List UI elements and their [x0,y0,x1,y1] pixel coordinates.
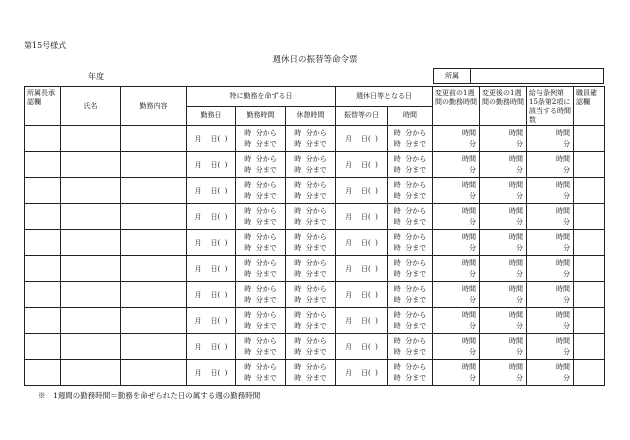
pay-hours-cell[interactable]: 時間 分 [527,334,574,360]
dept-head-approval-cell[interactable] [25,334,61,360]
table-row [25,334,605,360]
work-hours-cell[interactable]: 時 分から 時 分まで [236,204,286,230]
swap-time-cell[interactable]: 時 分から 時 分まで [388,152,433,178]
hours-before-cell[interactable]: 時間 分 [433,360,480,386]
hours-after-cell[interactable]: 時間 分 [480,178,527,204]
duty-cell[interactable] [121,204,187,230]
table-row [25,360,605,386]
duty-cell[interactable] [121,308,187,334]
header-staff-confirm: 職員確認欄 [574,87,605,126]
dept-head-approval-cell[interactable] [25,230,61,256]
hours-after-cell[interactable]: 時間 分 [480,308,527,334]
work-day-cell[interactable]: 月 日( ) [187,152,236,178]
header-row [24,68,604,85]
hours-before-cell[interactable]: 時間 分 [433,178,480,204]
duty-cell[interactable] [121,126,187,152]
swap-day-cell[interactable]: 月 日( ) [336,152,388,178]
work-day-cell[interactable]: 月 日( ) [187,282,236,308]
table-row [25,230,605,256]
break-time-cell[interactable]: 時 分から 時 分まで [286,178,336,204]
dept-head-approval-cell[interactable] [25,256,61,282]
table-row [25,152,605,178]
swap-day-cell[interactable]: 月 日( ) [336,178,388,204]
name-cell[interactable] [61,334,121,360]
hours-after-cell[interactable]: 時間 分 [480,360,527,386]
staff-confirm-cell[interactable] [574,204,605,230]
hours-after-cell[interactable]: 時間 分 [480,282,527,308]
staff-confirm-cell[interactable] [574,334,605,360]
name-cell[interactable] [61,230,121,256]
header-work-day: 勤務日 [187,106,236,126]
work-day-cell[interactable]: 月 日( ) [187,230,236,256]
header-work-hours: 勤務時間 [236,106,286,126]
table-row [25,308,605,334]
duty-cell[interactable] [121,360,187,386]
break-time-cell[interactable]: 時 分から 時 分まで [286,204,336,230]
swap-time-cell[interactable]: 時 分から 時 分まで [388,230,433,256]
dept-head-approval-cell[interactable] [25,178,61,204]
break-time-cell[interactable]: 時 分から 時 分まで [286,282,336,308]
document-title: 週休日の振替等命令票 [272,55,358,65]
department-label: 所属 [434,69,471,83]
duty-cell[interactable] [121,230,187,256]
staff-confirm-cell[interactable] [574,230,605,256]
table-row [25,204,605,230]
dept-head-approval-cell[interactable] [25,282,61,308]
work-hours-cell[interactable]: 時 分から 時 分まで [236,230,286,256]
swap-day-cell[interactable]: 月 日( ) [336,334,388,360]
swap-day-cell[interactable]: 月 日( ) [336,204,388,230]
pay-hours-cell[interactable]: 時間 分 [527,230,574,256]
break-time-cell[interactable]: 時 分から 時 分まで [286,256,336,282]
work-hours-cell[interactable]: 時 分から 時 分まで [236,308,286,334]
header-pay-hours: 給与条例第15条第2項に該当する時間数 [527,87,574,126]
swap-time-cell[interactable]: 時 分から 時 分まで [388,204,433,230]
pay-hours-cell[interactable]: 時間 分 [527,282,574,308]
hours-after-cell[interactable]: 時間 分 [480,204,527,230]
work-hours-cell[interactable]: 時 分から 時 分まで [236,282,286,308]
duty-cell[interactable] [121,152,187,178]
dept-head-approval-cell[interactable] [25,152,61,178]
work-hours-cell[interactable]: 時 分から 時 分まで [236,334,286,360]
table-row [25,282,605,308]
hours-before-cell[interactable]: 時間 分 [433,256,480,282]
work-hours-cell[interactable]: 時 分から 時 分まで [236,126,286,152]
header-hours-after: 変更後の1週間の勤務時間 [480,87,527,126]
hours-before-cell[interactable]: 時間 分 [433,126,480,152]
hours-before-cell[interactable]: 時間 分 [433,282,480,308]
work-hours-cell[interactable]: 時 分から 時 分まで [236,256,286,282]
break-time-cell[interactable]: 時 分から 時 分まで [286,152,336,178]
pay-hours-cell[interactable]: 時間 分 [527,152,574,178]
hours-after-cell[interactable]: 時間 分 [480,334,527,360]
duty-cell[interactable] [121,178,187,204]
footnote: ※ 1週間の勤務時間＝勤務を命ぜられた日の属する週の勤務時間 [38,391,261,400]
break-time-cell[interactable]: 時 分から 時 分まで [286,308,336,334]
table-body [25,126,605,386]
pay-hours-cell[interactable]: 時間 分 [527,308,574,334]
hours-before-cell[interactable]: 時間 分 [433,308,480,334]
staff-confirm-cell[interactable] [574,360,605,386]
swap-day-cell[interactable]: 月 日( ) [336,308,388,334]
work-day-cell[interactable]: 月 日( ) [187,256,236,282]
swap-time-cell[interactable]: 時 分から 時 分まで [388,360,433,386]
staff-confirm-cell[interactable] [574,178,605,204]
dept-head-approval-cell[interactable] [25,126,61,152]
swap-time-cell[interactable]: 時 分から 時 分まで [388,126,433,152]
name-cell[interactable] [61,282,121,308]
work-hours-cell[interactable]: 時 分から 時 分まで [236,178,286,204]
name-cell[interactable] [61,308,121,334]
year-label: 年度 [88,72,104,81]
staff-confirm-cell[interactable] [574,282,605,308]
break-time-cell[interactable]: 時 分から 時 分まで [286,334,336,360]
staff-confirm-cell[interactable] [574,126,605,152]
swap-day-cell[interactable]: 月 日( ) [336,230,388,256]
work-day-cell[interactable]: 月 日( ) [187,308,236,334]
hours-after-cell[interactable]: 時間 分 [480,126,527,152]
form-number: 第15号様式 [24,41,67,50]
break-time-cell[interactable]: 時 分から 時 分まで [286,126,336,152]
staff-confirm-cell[interactable] [574,256,605,282]
dept-head-approval-cell[interactable] [25,360,61,386]
pay-hours-cell[interactable]: 時間 分 [527,360,574,386]
swap-time-cell[interactable]: 時 分から 時 分まで [388,334,433,360]
header-duty: 勤務内容 [121,87,187,126]
header-hours-before: 変更前の1週間の勤務時間 [433,87,480,126]
staff-confirm-cell[interactable] [574,152,605,178]
header-dept-head-approval: 所属長承認欄 [25,87,61,126]
hours-before-cell[interactable]: 時間 分 [433,334,480,360]
pay-hours-cell[interactable]: 時間 分 [527,204,574,230]
header-ordered-day: 特に勤務を命ずる日 [187,87,336,107]
swap-time-cell[interactable]: 時 分から 時 分まで [388,178,433,204]
duty-cell[interactable] [121,282,187,308]
pay-hours-cell[interactable]: 時間 分 [527,178,574,204]
work-day-cell[interactable]: 月 日( ) [187,126,236,152]
swap-time-cell[interactable]: 時 分から 時 分まで [388,256,433,282]
swap-time-cell[interactable]: 時 分から 時 分まで [388,282,433,308]
duty-cell[interactable] [121,334,187,360]
hours-after-cell[interactable]: 時間 分 [480,230,527,256]
hours-after-cell[interactable]: 時間 分 [480,256,527,282]
header-break: 休憩時間 [286,106,336,126]
hours-before-cell[interactable]: 時間 分 [433,204,480,230]
work-hours-cell[interactable]: 時 分から 時 分まで [236,360,286,386]
name-cell[interactable] [61,152,121,178]
name-cell[interactable] [61,360,121,386]
duty-cell[interactable] [121,256,187,282]
order-table [24,86,605,386]
swap-day-cell[interactable]: 月 日( ) [336,360,388,386]
swap-day-cell[interactable]: 月 日( ) [336,282,388,308]
name-cell[interactable] [61,126,121,152]
swap-day-cell[interactable]: 月 日( ) [336,256,388,282]
dept-head-approval-cell[interactable] [25,308,61,334]
work-day-cell[interactable]: 月 日( ) [187,360,236,386]
break-time-cell[interactable]: 時 分から 時 分まで [286,230,336,256]
hours-before-cell[interactable]: 時間 分 [433,230,480,256]
name-cell[interactable] [61,204,121,230]
hours-after-cell[interactable]: 時間 分 [480,152,527,178]
pay-hours-cell[interactable]: 時間 分 [527,256,574,282]
department-field[interactable] [433,68,604,84]
name-cell[interactable] [61,178,121,204]
header-swap-day: 振替等の日 [336,106,388,126]
dept-head-approval-cell[interactable] [25,204,61,230]
table-row [25,256,605,282]
break-time-cell[interactable]: 時 分から 時 分まで [286,360,336,386]
pay-hours-cell[interactable]: 時間 分 [527,126,574,152]
name-cell[interactable] [61,256,121,282]
header-time: 時間 [388,106,433,126]
hours-before-cell[interactable]: 時間 分 [433,152,480,178]
swap-time-cell[interactable]: 時 分から 時 分まで [388,308,433,334]
work-day-cell[interactable]: 月 日( ) [187,334,236,360]
table-row [25,126,605,152]
header-name: 氏名 [61,87,121,126]
swap-day-cell[interactable]: 月 日( ) [336,126,388,152]
work-day-cell[interactable]: 月 日( ) [187,178,236,204]
work-day-cell[interactable]: 月 日( ) [187,204,236,230]
header-holiday-day: 週休日等となる日 [336,87,433,107]
staff-confirm-cell[interactable] [574,308,605,334]
work-hours-cell[interactable]: 時 分から 時 分まで [236,152,286,178]
table-row [25,178,605,204]
